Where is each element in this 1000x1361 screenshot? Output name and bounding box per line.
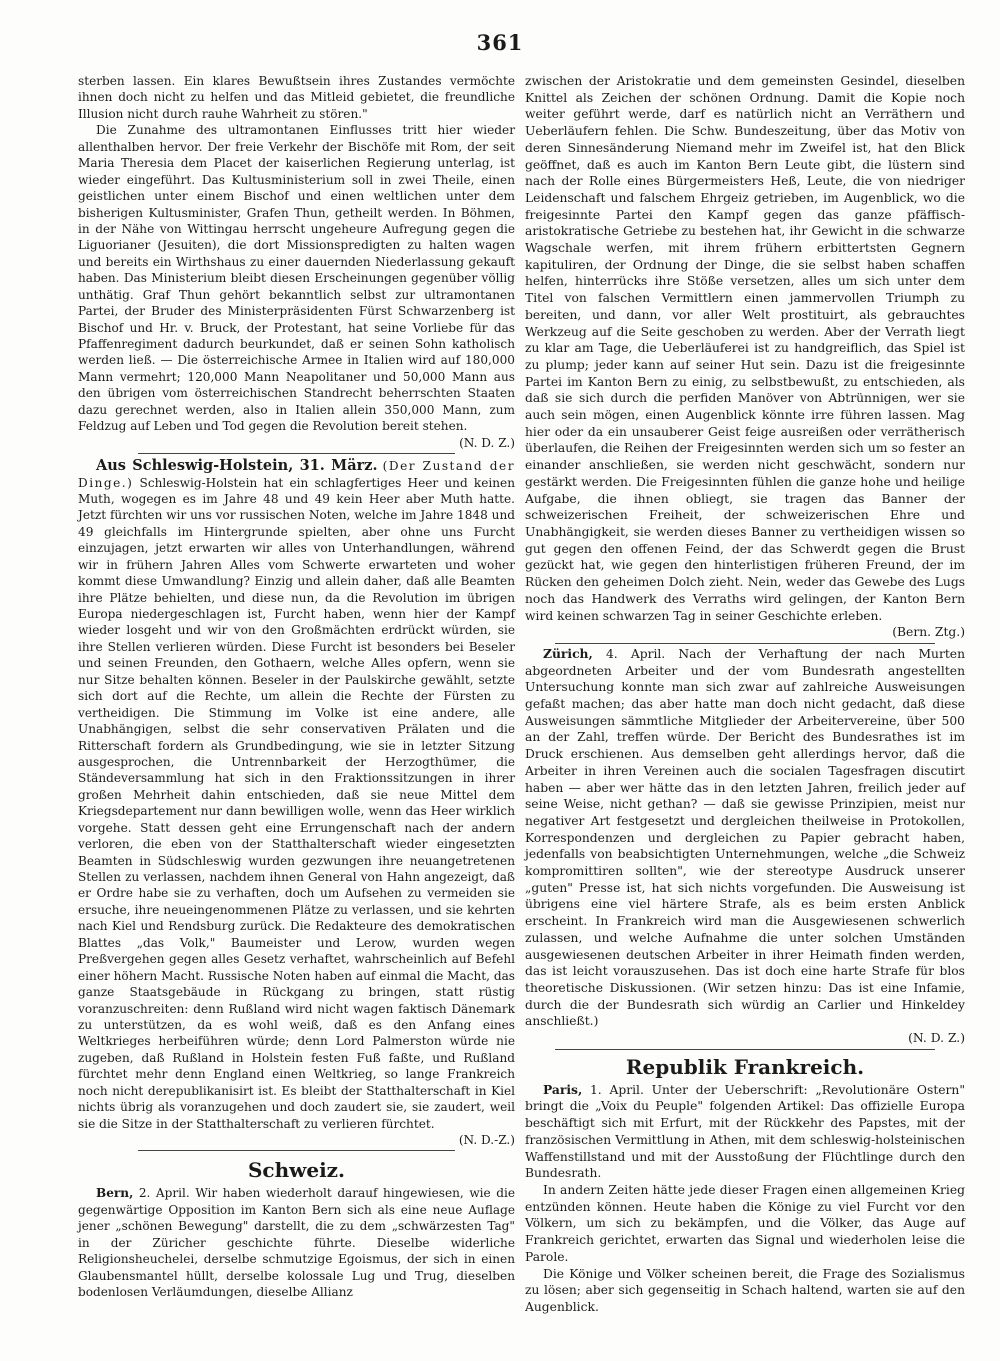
article-text: Nach der Verhaftung der nach Murten abgeordneten Arbeiter und der vom Bundesrath angestellten Untersuchung konnte man sich zwar auf zahlreiche Ausweisungen gefaßt machen; das aber hatte man doch nicht gedacht, daß diese Ausweisungen sämmtliche Mitglieder der Arbeitervereine, über 500 an der Zahl, treffen würde. Der Bericht des Bundesrathes ist im Druck erschienen. Aus demselben geht allerdings hervor, daß die Arbeiter in ihren Vereinen auch die socialen Tagesfragen discutirt haben — aber wer hätte das in den letzten Jahren, freilich jeder auf seine Weise, nicht gethan? — daß sie gewisse Prinzipien, meist nur negativer Art festgesetzt und dergleichen theilweise in Protokollen, Korrespondenzen und dergleichen zu Papier gebracht haben, jedenfalls von beabsichtigten Unternehmungen, welche „die Schweiz kompromittiren sollten", wie der stereotype Ausdruck unserer „guten" Presse ist, hat sich nichts vorgefunden. Die Ausweisung ist übrigens eine viel härtere Strafe, als es beim ersten Anblick erscheint. In Frankreich wird man die Ausgewiesenen schwerlich zulassen, und welche Aufnahme die unter solchen Umständen ausgewiesenen deutschen Arbeiter in ihrer Heimath finden werden, das ist leicht vorauszusehen. Das ist doch eine harte Strafe für blos theoretische Diskussionen. (Wir setzen hinzu: Das ist eine Infamie, durch die der Bundesrath sich würdig an Carlier und Hinkeldey anschließt.) bbox=[525, 646, 965, 1029]
date: 4. April. bbox=[605, 646, 666, 661]
article-text: Wir haben wiederholt darauf hingewiesen, wie die gegenwärtige Opposition im Kanton Bern sich als eine neue Auflage jener „schönen Bewegung" darstellt, die zu dem „schwärzesten Tag" in der Züricher geschichte führte. Dieselbe widerliche Religionsheuchelei, derselbe schmutzige Egoismus, der sich in einen Glaubensmantel hüllt, derselbe kolossale Lug und Trug, dieselben bodenlosen Verläumdungen, dieselbe Allianz bbox=[78, 1186, 515, 1300]
article-bern-continuation bbox=[525, 73, 965, 641]
paragraph-text: Die Zunahme des ultramontanen Einflusses tritt hier wieder allenthalben hervor. Der freie Verkehr der Bischöfe mit Rom, der seit Maria Theresia dem Placet der kaiserlichen Regierung unterlag, ist wieder eingeführt. Das Kultusministerium soll in zwei Theile, einen geistlichen unter einem Bischof und einen weltlichen unter dem bisherigen Kultusminister, Grafen Thun, getheilt werden. In Böhmen, in der Nähe von Wittingau herrscht ungeheure Aufregung gegen die Liguorianer (Jesuiten), die dort Missionspredigten zu halten wagen und bereits ein Wirthshaus zu einer dauernden Niederlassung gekauft haben. Das Ministerium bleibt diesen Erscheinungen gegenüber völlig unthätig. Graf Thun gehört bekanntlich selbst zur ultramontanen Partei, der Bruder des Ministerpräsidenten Fürst Schwarzenberg ist Bischof und Hr. v. Bruck, der Protestant, hat seine Vorliebe für das Pfaffenregiment dadurch beurkundet, daß er seinen Sohn katholisch werden ließ. — Die österreichische Armee in Italien wird auf 180,000 Mann vermehrt; 120,000 Mann Neapolitaner und 50,000 Mann aus den übrigen vom österreichischen Standrecht beherrschten Staaten dazu gerechnet werden, also in Italien allein 350,000 Mann, zum Feldzug auf Leben und Tod gegen die Revolution bereit stehen. bbox=[78, 123, 515, 434]
source-attribution: (N. D. Z.) bbox=[459, 435, 515, 450]
article-continuation: sterben lassen. Ein klares Bewußtsein ihres Zustandes vermöchte ihnen doch nicht zu helfen und das Mitleid gebietet, die freundliche Illusion nicht durch rauhe Wahrheit zu stören." bbox=[78, 74, 515, 121]
article-schleswig bbox=[78, 458, 515, 1148]
article-paris bbox=[525, 1082, 965, 1182]
left-column bbox=[78, 73, 515, 1301]
date: 1. April. bbox=[589, 1082, 644, 1097]
source-attribution: (N. D.-Z.) bbox=[458, 1133, 515, 1147]
article-bern bbox=[78, 1185, 515, 1300]
page-number: 361 bbox=[476, 30, 524, 55]
dateline: Zürich, bbox=[543, 645, 593, 661]
right-column bbox=[525, 73, 965, 1316]
section-divider bbox=[138, 453, 455, 454]
dateline: Aus Schleswig-Holstein, 31. März. bbox=[96, 457, 378, 475]
source-attribution: (N. D. Z.) bbox=[908, 1031, 965, 1046]
section-divider bbox=[555, 643, 935, 644]
section-divider bbox=[555, 1049, 935, 1050]
article-text: Schleswig-Holstein hat ein schlagfertiges Heer und keinen Muth, wogegen es im Jahre 48 und 49 kein Heer aber Muth hatte. Jetzt fürchten wir uns vor russischen Noten, welche im Jahre 1848 und 49 gleichfalls im Hintergrunde spielten, aber ohne uns Furcht einzujagen, jetzt erwarten wir alles von Unterhandlungen, während wir in frühern Jahren Alles vom Schwerte erwarteten und woher kommt diese Umwandlung? Einzig und allein daher, daß alle Beamten ihre Plätze behielten, und diese nun, da die Revolution im übrigen Europa niedergeschlagen ist, Furcht haben, wenn hier der Kampf wieder losgeht und wir von den Großmächten erdrückt würden, sie ihre Stellen verlieren würden. Diese Furcht ist besonders bei Beseler und seinen Freunden, den Gothaern, welche Alles opfern, wenn sie nur Sitze behalten können. Beseler in der Paulskirche gewählt, setzte sich dort auf die Rechte, um allein die Rechte der Fürsten zu vertheidigen. Die Stimmung im Volke ist eine andere, alle Unabhängigen, selbst die sehr conservativen Prälaten und die Ritterschaft fordern als Grundbedingung, wie sie in letzter Sitzung ausgesprochen, die Untrennbarkeit der Herzogthümer, die Ständeversammlung hat sich in den Fraktionssitzungen in ihrer großen Mehrheit dahin entschieden, daß sie neue Mittel dem Kriegsdepartement nur dann bewilligen wolle, wenn das Heer wirklich vorgehe. Statt dessen geht eine Errungenschaft nach der andern verloren, die eben von der Statthalterschaft wieder eingesetzten Beamten in Südschleswig wurden gezwungen ihre neuangetretenen Stellen zu verlassen, nachdem ihnen General von Hahn angezeigt, daß er Ordre habe sie zu verhaften, doch um Aufsehen zu vermeiden sie ersuche, ihre neueingenommenen Plätze zu verlassen, und sie kehrten nach Kiel und Rendsburg zurück. Die Redakteure des demokratischen Blattes „das Volk," Baumeister und Lerow, wurden wegen Preßvergehen gegen alles Gesetz verhaftet, wahrscheinlich auf Befehl einer höhern Macht. Russische Noten haben auf einmal die Macht, das ganze Staatsgebäude in Rückgang zu bringen, statt rüstig voranzuschreiten: denn Rußland wird nicht wagen faktisch Dänemark zu unterstützen, da es wohl weiß, daß es den Anfang eines Weltkrieges herbeiführen würde; denn Lord Palmerston würde nie zugeben, daß Rußland in Holstein festen Fuß faßte, und Rußland fürchtet mehr denn England einen Weltkrieg, so lange Frankreich noch nicht derepublikanisirt ist. Es bleibt der Statthalterschaft in Kiel nichts übrig als voranzugehen und doch zaudert sie, sie zaudert, weil sie die Sitze in der Statthalterschaft zu verlieren fürchtet. bbox=[78, 475, 515, 1131]
source-attribution: (Bern. Ztg.) bbox=[892, 625, 965, 640]
section-heading-schweiz: Schweiz. bbox=[247, 1158, 346, 1183]
section-heading-frankreich: Republik Frankreich. bbox=[625, 1054, 865, 1079]
article-text: Unter der Ueberschrift: „Revolutionäre Ostern" bringt die „Voix du Peuple" folgenden Artikel: Das offizielle Europa beschäftigt sich mit Erfurt, mit der Rückkehr des Papstes, mit der französischen Vermittlung in Athen, mit dem schleswig-holsteinischen Waffenstillstand und mit der Ausstoßung der Flüchtlinge durch den Bundesrath. bbox=[525, 1082, 965, 1181]
article-zurich bbox=[525, 646, 965, 1047]
article-subtitle: (Der Zustand der Dinge.) bbox=[78, 459, 515, 490]
date: 2. April. bbox=[138, 1186, 190, 1201]
section-divider bbox=[138, 1150, 455, 1151]
article-paragraph bbox=[78, 122, 515, 451]
dateline: Paris, bbox=[543, 1081, 583, 1097]
article-text: zwischen der Aristokratie und dem gemeinsten Gesindel, dieselben Knittel als Zeichen der schönen Ordnung. Damit die Kopie noch weiter geführt werde, darf es natürlich nicht an Verräthern und Ueberläufern fehlen. Die Schw. Bundeszeitung, über das Motiv von deren Sinnesänderung Niemand mehr im Zweifel ist, hat den Blick geöffnet, daß es auch im Kanton Bern Leute gibt, die lüstern sind nach der Rolle eines Bürgermeisters Heß, Leute, die von niedriger Leidenschaft und falschem Ehrgeiz getrieben, im Augenblick, wo die freigesinnte Partei den Kampf gegen das ganze pfäffisch-aristokratische Getriebe zu bestehen hat, ihr Gewicht in die schwarze Wagschale werfen, mit ihrem frühern erbittertsten Gegnern kapituliren, der Ordnung der Dinge, die sie selbst haben schaffen helfen, hinterrücks ihre Stöße versetzen, alles um sich unter dem Titel von falschen Vermittlern einen jammervollen Triumph zu bereiten, und dann, vor aller Welt prostituirt, als gebrauchtes Werkzeug auf die Seite geschoben zu werden. Aber der Verrath liegt zu klar am Tage, die Ueberläuferei ist zu handgreiflich, das Spiel ist zu plump; jeder kann auf seiner Hut sein. Dazu ist die freigesinnte Partei im Kanton Bern zu einig, zu selbstbewußt, zu entschieden, als daß sie sich durch die perfiden Manöver von Abtrünnigen, wer sie auch sein mögen, einen Augenblick könnte irre führen lassen. Mag hier oder da ein unsauberer Geist feige ausreißen oder verrätherisch überlaufen, die Reihen der Freigesinnten werden sich um so fester an einander anschließen, sie werden nicht geschwächt, sondern nur gestärkt werden. Die Freigesinnten fühlen die ganze hohe und heilige Aufgabe, die ihnen obliegt, sie tragen das Banner der schweizerischen Freiheit, der schweizerischen Ehre und Unabhängigkeit, sie werden dieses Banner zu vertheidigen wissen so gut gegen den offenen Feind, der das Schwerdt gegen die Brust gezückt hat, wie gegen den hinterlistigen früheren Freund, der im Rücken den geheimen Dolch zieht. Nein, weder das Gewebe des Lugs noch das Handwerk des Verraths wird gelingen, der Kanton Bern wird keinen schwarzen Tag in seiner Geschichte erleben. bbox=[525, 74, 965, 623]
article-paragraph: In andern Zeiten hätte jede dieser Fragen einen allgemeinen Krieg entzünden können. Heute haben die Könige zu viel Furcht vor den Völkern, um sich zu bekämpfen, und die Völker, das Auge auf Frankreich gerichtet, erwarten das Signal und wiederholen leise die Parole. bbox=[525, 1183, 965, 1264]
dateline: Bern, bbox=[96, 1186, 134, 1201]
article-paragraph: Die Könige und Völker scheinen bereit, die Frage des Sozialismus zu lösen; aber sich gegenseitig in Schach haltend, warten sie auf den Augenblick. bbox=[525, 1266, 965, 1314]
